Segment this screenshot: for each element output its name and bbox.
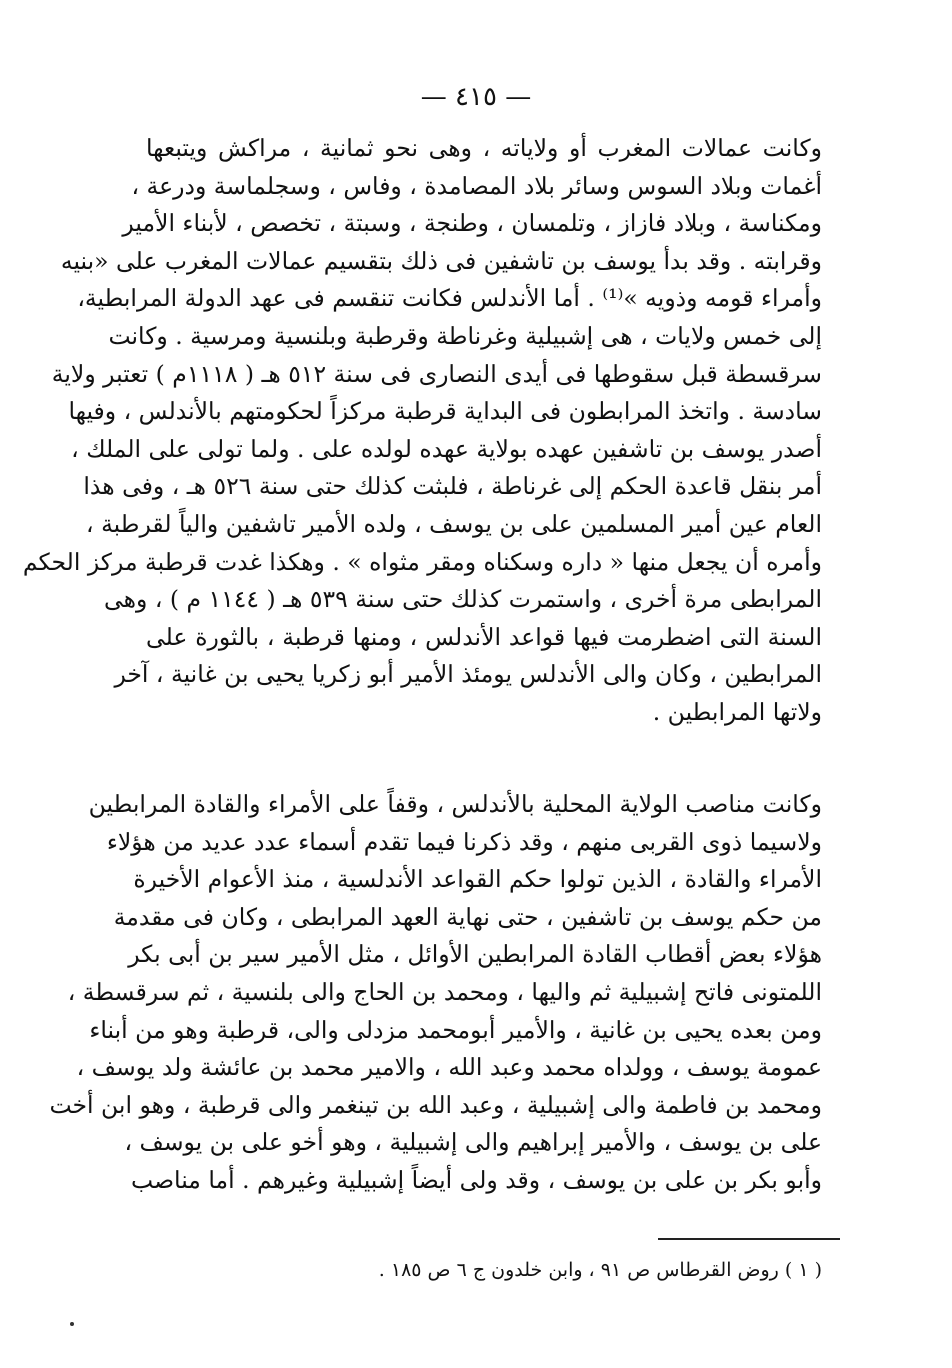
text-line: ومحمد بن فاطمة والى إشبيلية ، وعبد الله بن تينغمر والى قرطبة ، وهو ابن أخت — [49, 1090, 822, 1119]
text-line: وقرابته . وقد بدأ يوسف بن تاشفين فى ذلك بتقسيم عمالات المغرب على «بنيه — [60, 246, 822, 275]
text-line: إلى خمس ولايات ، هى إشبيلية وغرناطة وقرطبة وبلنسية ومرسية . وكانت — [108, 321, 822, 350]
text-line: وأبو بكر بن على بن يوسف ، وقد ولى أيضاً إشبيلية وغيرهم . أما مناصب — [131, 1165, 822, 1194]
text-line: سرقسطة قبل سقوطها فى أيدى النصارى فى سنة ٥١٢ هـ ( ١١١٨م ) تعتبر ولاية — [51, 359, 822, 388]
text-line: سادسة . واتخذ المرابطون فى البداية قرطبة مركزاً لحكومتهم بالأندلس ، وفيها — [68, 397, 822, 426]
text-line: هؤلاء بعض أقطاب القادة المرابطين الأوائل ، مثل الأمير سير بن أبى بكر — [128, 940, 822, 969]
text-line: ومن بعده يحيى بن غانية ، والأمير أبومحمد مزدلى والى، قرطبة وهو من أبناء — [89, 1015, 822, 1044]
text-line: أغمات وبلاد السوس وسائر بلاد المصامدة ، وفاس ، وسجلماسة ودرعة ، — [131, 171, 822, 200]
text-line: الأمراء والقادة ، الذين تولوا حكم القواعد الأندلسية ، منذ الأعوام الأخيرة — [133, 865, 822, 894]
text-line: ولاسيما ذوى القربى منهم ، وقد ذكرنا فيما تقدم أسماء عدد عديد من هؤلاء — [106, 827, 822, 856]
text-line: العام عين أمير المسلمين على بن يوسف ، ولده الأمير تاشفين والياً لقرطبة ، — [86, 509, 822, 538]
text-line: المرابطى مرة أخرى ، واستمرت كذلك حتى سنة ٥٣٩ هـ ( ١١٤٤ م ) ، وهى — [104, 585, 822, 614]
paragraph-2 — [49, 786, 822, 1200]
text-line: وأمراء قومه وذويه »⁽¹⁾ . أما الأندلس فكانت تنقسم فى عهد الدولة المرابطية، — [77, 284, 822, 313]
footnote-divider — [658, 1238, 840, 1240]
text-line: على بن يوسف ، والأمير إبراهيم والى إشبيلية ، وهو أخو على بن يوسف ، — [124, 1128, 822, 1157]
text-line: عمومة يوسف ، وولداه محمد وعبد الله ، والامير محمد بن عائشة ولد يوسف ، — [76, 1053, 822, 1082]
scan-speck — [70, 1322, 74, 1326]
text-line: ولاتها المرابطين . — [652, 697, 822, 726]
text-line: أمر بنقل قاعدة الحكم إلى غرناطة ، فلبثت كذلك حتى سنة ٥٢٦ هـ ، وفى هذا — [83, 472, 822, 501]
text-line: وكانت مناصب الولاية المحلية بالأندلس ، وقفاً على الأمراء والقادة المرابطين — [88, 790, 822, 818]
text-line: من حكم يوسف بن تاشفين ، حتى نهاية العهد المرابطى ، وكان فى مقدمة — [113, 902, 822, 931]
text-line: اللمتونى فاتح إشبيلية ثم واليها ، ومحمد بن الحاج والى بلنسية ، ثم سرقسطة ، — [67, 977, 822, 1006]
text-line: المرابطين ، وكان والى الأندلس يومئذ الأمير أبو زكريا يحيى بن غانية ، آخر — [114, 660, 822, 689]
text-line: أصدر يوسف بن تاشفين عهده بولاية عهده لولده على . ولما تولى على الملك ، — [71, 434, 822, 463]
page-number: — ٤١٥ — — [420, 82, 532, 112]
paragraph-1 — [22, 130, 822, 732]
text-line: وأمره أن يجعل منها « داره وسكناه ومقر مثواه » . وهكذا غدت قرطبة مركز الحكم — [22, 547, 822, 576]
text-line: وكانت عمالات المغرب أو ولاياته ، وهى نحو ثمانية ، مراكش ويتبعها — [146, 134, 822, 162]
text-line: ومكناسة ، وبلاد فازاز ، وتلمسان ، وطنجة ، وسبتة ، تخصص ، لأبناء الأمير — [122, 209, 822, 238]
footnote: ( ١ ) روض القرطاس ص ٩١ ، وابن خلدون ج ٦ ص ١٨٥ . — [378, 1259, 822, 1281]
text-line: السنة التى اضطرمت فيها قواعد الأندلس ، ومنها قرطبة ، بالثورة على — [146, 622, 822, 651]
